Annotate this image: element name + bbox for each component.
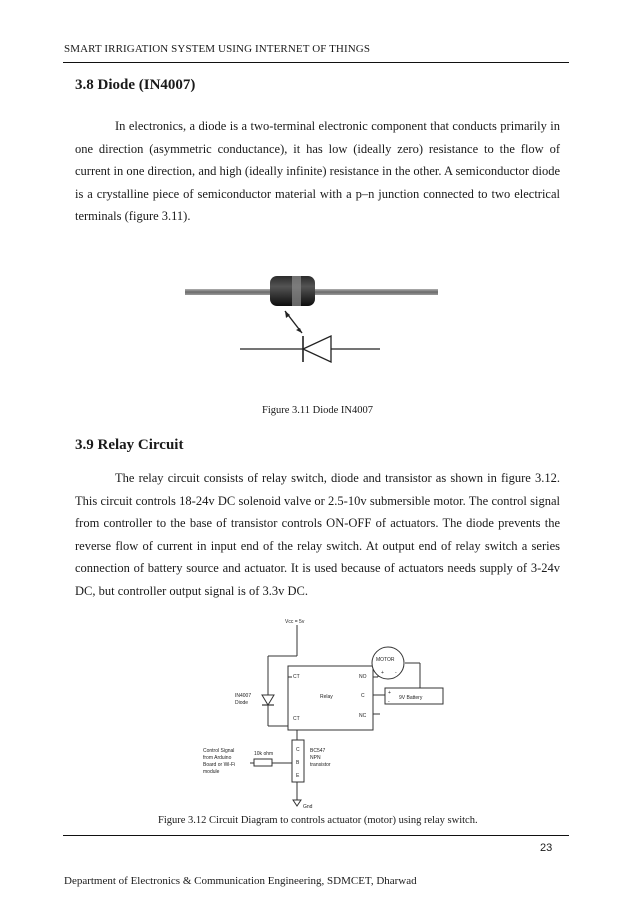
battery-label: 9V Battery — [399, 695, 423, 701]
diode-label-2: Diode — [235, 700, 249, 706]
motor-minus-label: - — [395, 670, 397, 676]
diode-paragraph-text: In electronics, a diode is a two-terminal electronic component that conducts primarily in one direction (asymmetric conductance), it has low (ideally zero) resistance to the flow of current in one direction, and high (ideally infinite) resistance in the other. A semiconductor diode is a crystalline piece of semiconductor material with a p–n junction connected to two electrical terminals (figure 3.11). — [75, 119, 560, 224]
diode-figure — [185, 258, 440, 383]
pointer-arrowhead-icon-2 — [296, 328, 302, 333]
motor-label: MOTOR — [376, 657, 395, 663]
page-number: 23 — [540, 842, 553, 854]
resistor-body — [254, 759, 272, 766]
control-label-2: from Arduino — [203, 755, 232, 761]
relay-paragraph-text: The relay circuit consists of relay switch, diode and transistor as shown in figure 3.12. This circuit controls 18-24v DC solenoid valve or 2.5-10v submersible motor. The control signal from controller to the base of transistor controls ON-OFF of actuators. The diode prevents the reverse flow of current in input end of the relay switch. At output end of relay switch a series connection of battery source and actuator. It is used because of actuators needs supply of 3-24v DC, but controller output signal is of 3.3v DC. — [75, 471, 560, 598]
pin-c-label: C — [296, 747, 300, 753]
control-label-4: module — [203, 769, 220, 775]
battery-minus-label: - — [388, 699, 390, 705]
relay-paragraph — [75, 467, 560, 603]
header-rule — [63, 62, 569, 63]
control-label-3: Board or Wi-Fi — [203, 762, 236, 768]
section-heading-relay: 3.9 Relay Circuit — [75, 437, 184, 453]
motor-circle — [372, 647, 404, 679]
motor-plus-label: + — [381, 670, 384, 676]
battery-plus-label: + — [388, 690, 391, 696]
ct-bottom-label: CT — [293, 716, 300, 722]
figure-3-11-caption: Figure 3.11 Diode IN4007 — [262, 405, 374, 416]
c-label: C — [361, 693, 365, 699]
resistor-label: 10k ohm — [254, 751, 274, 757]
pin-e-label: E — [296, 773, 300, 779]
figure-3-12-caption: Figure 3.12 Circuit Diagram to controls actuator (motor) using relay switch. — [158, 815, 478, 826]
transistor-label-2: NPN — [310, 755, 321, 761]
transistor-label-3: transistor — [310, 762, 331, 768]
relay-label: Relay — [320, 694, 333, 700]
footer-rule — [63, 835, 569, 836]
diode-symbol-triangle-icon — [303, 336, 331, 362]
running-header: SMART IRRIGATION SYSTEM USING INTERNET OF THINGS — [64, 43, 371, 55]
pin-b-label: B — [296, 760, 300, 766]
relay-circuit-diagram — [200, 615, 450, 810]
footer-department: Department of Electronics & Communication Engineering, SDMCET, Dharwad — [64, 875, 417, 887]
vcc-label: Vcc = 5v — [285, 619, 305, 625]
diode-label-1: IN4007 — [235, 693, 252, 699]
section-heading-diode: 3.8 Diode (IN4007) — [75, 77, 196, 93]
ground-arrow-icon — [293, 800, 301, 806]
no-label: NO — [359, 674, 367, 680]
diode-paragraph — [75, 115, 560, 228]
gnd-label: Gnd — [303, 804, 313, 810]
diode-cathode-band — [292, 276, 301, 306]
control-label-1: Control Signal — [203, 748, 235, 754]
relay-diode-triangle-icon — [262, 695, 274, 705]
nc-label: NC — [359, 713, 367, 719]
transistor-label-1: BC547 — [310, 748, 326, 754]
ct-top-label: CT — [293, 674, 300, 680]
